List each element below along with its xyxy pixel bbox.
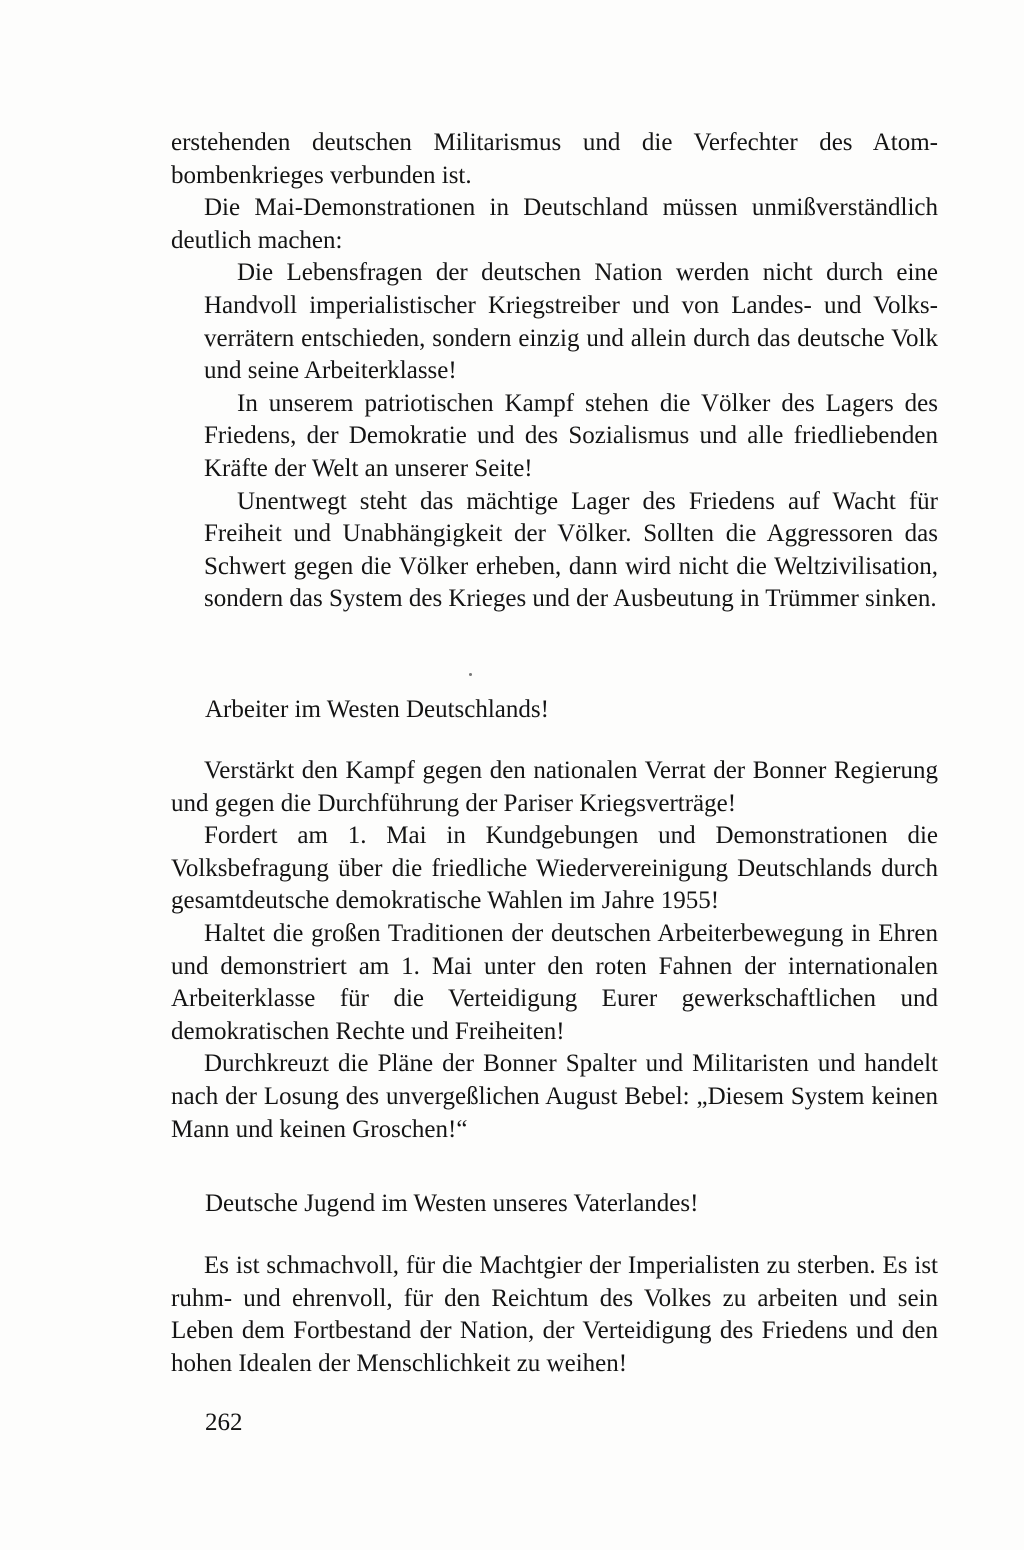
- paragraph-traditions: Haltet die großen Traditionen der deutschen Arbeiterbewegung in Ehren und demonstriert am 1. Mai unter den roten Fahnen der internationalen Arbeiterklasse für die Verteidigung Eurer gewerkschaftlichen und demokratischen Rechte und Freiheiten!: [171, 919, 938, 1045]
- paragraph-camp-of-peace: Unentwegt steht das mächtige Lager des Friedens auf Wacht für Freiheit und Unabhängigkeit der Völker. Sollten die Aggressoren das Schwert gegen die Völker erheben, dann wird nicht die Weltzivilisation, sondern das System des Krieges und der Ausbeutung in Trümmer sinken.: [204, 487, 938, 613]
- page-number: 262: [205, 1409, 243, 1436]
- text-block-youth: [171, 1250, 938, 1380]
- text-block-opening: [171, 127, 938, 616]
- paragraph-referendum: Fordert am 1. Mai in Kundgebungen und Demonstrationen die Volksbefragung über die friedliche Wiedervereinigung Deutschlands durch gesamtdeutsche demokratische Wahlen im Jahre 1955!: [171, 822, 938, 915]
- paragraph-shameful: Es ist schmachvoll, für die Machtgier der Imperialisten zu sterben. Es ist ruhm- und ehrenvoll, für den Reichtum des Volkes zu arbeiten und sein Leben dem Fortbestand der Nation, der Verteidigung des Friedens und den hohen Idealen der Menschlichkeit zu weihen!: [171, 1252, 938, 1377]
- paragraph-may-demonstrations: Die Mai-Demonstrationen in Deutschland müssen unmißverständlich deutlich machen:: [171, 194, 938, 254]
- paragraph-patriotic-struggle: In unserem patriotischen Kampf stehen die Völker des Lagers des Friedens, der Demokratie und des Sozialismus und alle friedliebenden Kräfte der Welt an unserer Seite!: [204, 389, 938, 482]
- text-block-workers: [171, 755, 938, 1146]
- paragraph-bonner-betrayal: Verstärkt den Kampf gegen den nationalen Verrat der Bonner Regierung und gegen die Durchführung der Pariser Kriegsverträge!: [171, 757, 938, 817]
- paragraph-atom-war: erstehenden deutschen Militarismus und die Verfechter des Atombombenkrieges verbunden ist.: [171, 129, 938, 189]
- print-speck: [469, 673, 472, 676]
- heading-german-youth: Deutsche Jugend im Westen unseres Vaterlandes!: [205, 1190, 699, 1217]
- heading-workers-west: Arbeiter im Westen Deutschlands!: [205, 696, 549, 723]
- paragraph-bebel: Durchkreuzt die Pläne der Bonner Spalter und Militaristen und handelt nach der Losung des unvergeßlichen August Bebel: „Diesem System keinen Mann und keinen Groschen!“: [171, 1050, 938, 1143]
- paragraph-life-questions: Die Lebensfragen der deutschen Nation werden nicht durch eine Handvoll imperialistischer Kriegstreiber und von Landes- und Volksverrätern entschieden, sondern einzig und allein durch das deutsche Volk und seine Arbeiterklasse!: [204, 259, 938, 385]
